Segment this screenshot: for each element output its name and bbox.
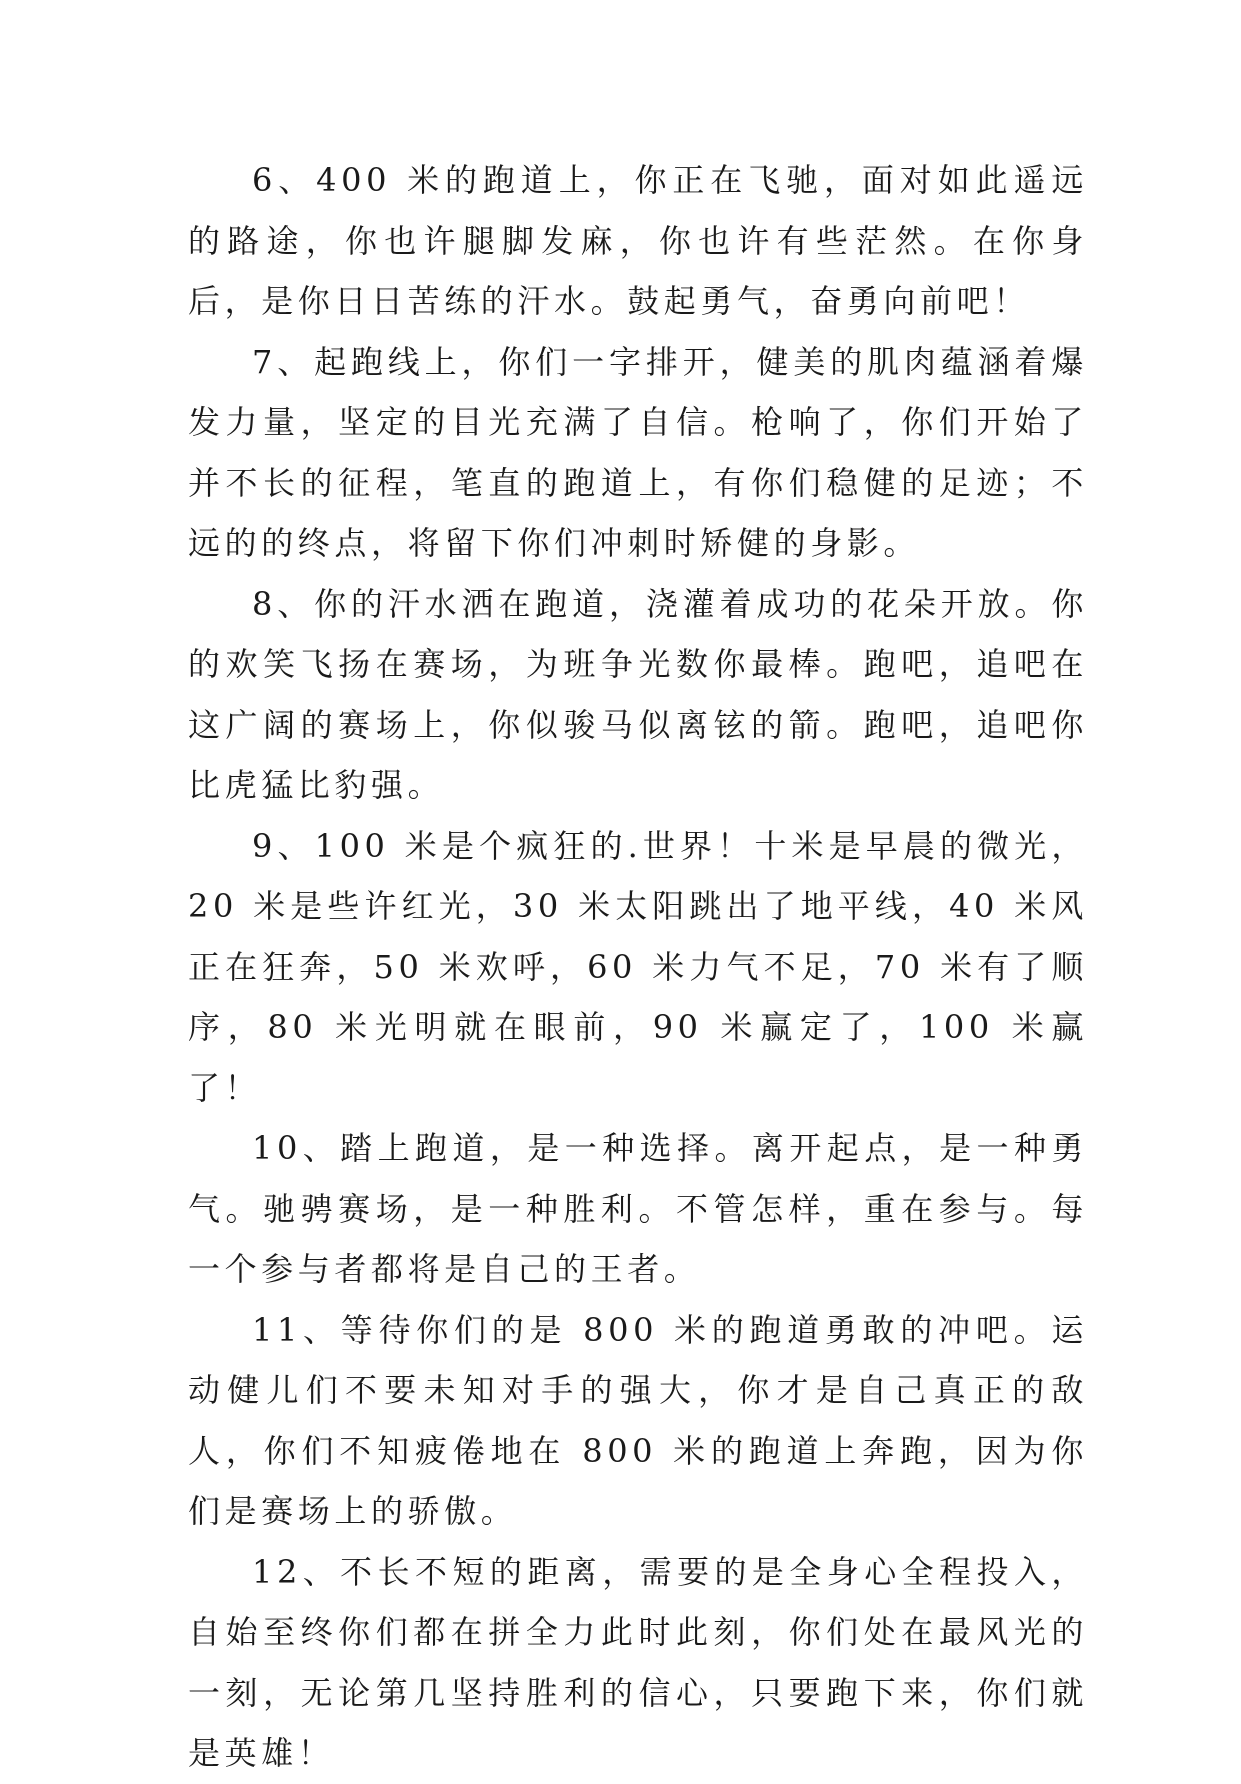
paragraph-9: 9、100 米是个疯狂的.世界！十米是早晨的微光，20 米是些许红光，30 米太阳跳出了地平线，40 米风正在狂奔，50 米欢呼，60 米力气不足，70 米有了顺序，80 米光明就在眼前，90 米赢定了，100 米赢了！ bbox=[188, 826, 1088, 1107]
paragraph-7: 7、起跑线上，你们一字排开，健美的肌肉蕴涵着爆发力量，坚定的目光充满了自信。枪响了，你们开始了并不长的征程，笔直的跑道上，有你们稳健的足迹；不远的的终点，将留下你们冲刺时矫健的身影。 bbox=[188, 342, 1088, 562]
document-body bbox=[188, 150, 1088, 1784]
paragraph-6: 6、400 米的跑道上，你正在飞驰，面对如此遥远的路途，你也许腿脚发麻，你也许有些茫然。在你身后，是你日日苦练的汗水。鼓起勇气，奋勇向前吧！ bbox=[188, 161, 1088, 320]
paragraph-8: 8、你的汗水洒在跑道，浇灌着成功的花朵开放。你的欢笑飞扬在赛场，为班争光数你最棒。跑吧，追吧在这广阔的赛场上，你似骏马似离铉的箭。跑吧，追吧你比虎猛比豹强。 bbox=[188, 584, 1088, 804]
paragraph-11: 11、等待你们的是 800 米的跑道勇敢的冲吧。运动健儿们不要未知对手的强大，你才是自己真正的敌人，你们不知疲倦地在 800 米的跑道上奔跑，因为你们是赛场上的骄傲。 bbox=[188, 1310, 1088, 1530]
paragraph-12: 12、不长不短的距离，需要的是全身心全程投入，自始至终你们都在拼全力此时此刻，你们处在最风光的一刻，无论第几坚持胜利的信心，只要跑下来，你们就是英雄！ bbox=[188, 1552, 1088, 1772]
paragraph-10: 10、踏上跑道，是一种选择。离开起点，是一种勇气。驰骋赛场，是一种胜利。不管怎样，重在参与。每一个参与者都将是自己的王者。 bbox=[188, 1129, 1088, 1288]
